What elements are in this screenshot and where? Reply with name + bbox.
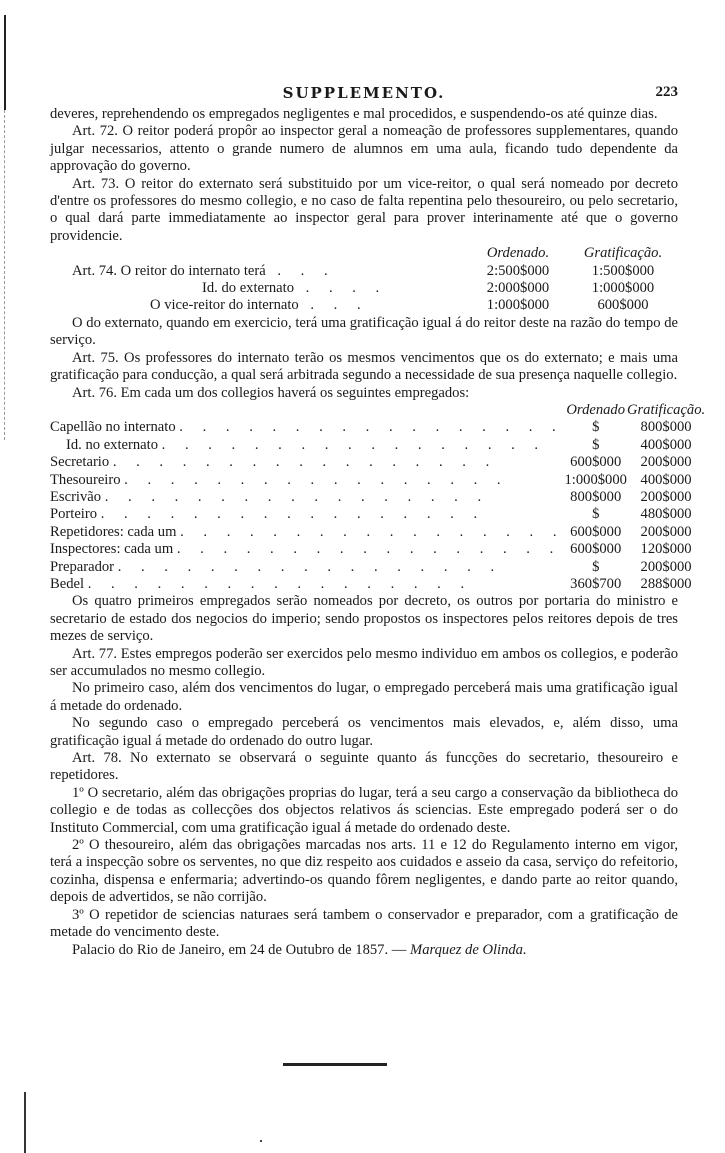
paragraph: No segundo caso o empregado perceberá os vencimentos mais elevados, e, além disso, uma gratificação igual á metade do ordenado do outro lugar.: [50, 715, 678, 749]
row-label: Preparador: [50, 558, 115, 575]
table-row: Art. 74. O reitor do internato terá . . . 2:500$000 1:500$000: [50, 263, 678, 280]
paragraph-item-1: 1º O secretario, além das obrigações proprias do lugar, terá a seu cargo a conservação da bibliotheca do collegio e de todas as collecções dos objectos relativos ás sciencias. Este empregado poderá ser o do Instituto Commercial, com uma gratificação igual á metade do ordenado deste.: [50, 784, 678, 836]
table-header-row: [50, 402, 705, 419]
running-title: SUPPLEMENTO.: [282, 84, 446, 102]
table-row: Inspectores: cada um . . . . . . . . . . . . . . . . . 600$000 120$000: [50, 541, 705, 558]
cell-gratificacao: 200$000: [640, 454, 692, 471]
paragraph: Os quatro primeiros empregados serão nomeados por decreto, os outros por portaria do ministro e secretario de estado dos negocios do imperio; sendo propostos os inspectores pelos reitores depois de tres mezes de serviço.: [50, 593, 678, 645]
paragraph-item-3: 3º O repetidor de sciencias naturaes será tambem o conservador e preparador, com a gratificação de metade do vencimento deste.: [50, 906, 678, 941]
page-number: 223: [655, 84, 678, 100]
column-header-gratificacao: Gratificação.: [583, 245, 663, 262]
column-header-ordenado: Ordenado: [566, 401, 626, 418]
paragraph-art-75: Art. 75. Os professores do internato terão os mesmos vencimentos que os do externato; e mais uma gratificação para conducção, a qual será arbitrada segundo a necessidade de sua presença naquelle collegio.: [50, 349, 678, 384]
paragraph-art-78: Art. 78. No externato se observará o seguinte quanto ás funcções do secretario, thesoureiro e repetidores.: [50, 750, 678, 784]
paragraph: No primeiro caso, além dos vencimentos do lugar, o empregado perceberá mais uma gratificação igual á metade do ordenado.: [50, 680, 678, 714]
cell-ordenado: 600$000: [570, 454, 622, 471]
row-label: Capellão no internato: [50, 419, 176, 436]
cell-ordenado: 2:000$000: [486, 280, 550, 297]
table-row: Repetidores: cada um . . . . . . . . . . . . . . . . . 600$000 200$000: [50, 524, 705, 541]
row-label: Inspectores: cada um: [50, 541, 174, 558]
paragraph-art-73: Art. 73. O reitor do externato será substituido por um vice-reitor, o qual será nomeado por decreto d'entre os professores do mesmo collegio, e no caso de falta repentina pelo thesoureiro, ou pelo secretario, o qual dará parte immediatamente ao inspector geral para prover interinamente até que o governo providencie.: [50, 175, 678, 244]
cell-ordenado: $: [592, 419, 600, 436]
table-row: Secretario . . . . . . . . . . . . . . . . . 600$000 200$000: [50, 454, 705, 471]
table-row: Escrivão . . . . . . . . . . . . . . . . . 800$000 200$000: [50, 489, 705, 506]
cell-gratificacao: 600$000: [597, 297, 649, 314]
row-label: Thesoureiro: [50, 471, 121, 488]
cell-gratificacao: 480$000: [640, 506, 692, 523]
row-label: Id. do externato: [202, 280, 294, 297]
end-rule: [283, 1063, 387, 1066]
paragraph: O do externato, quando em exercicio, terá uma gratificação igual á do reitor deste na razão do tempo de serviço.: [50, 314, 678, 349]
column-header-ordenado: Ordenado.: [486, 245, 550, 262]
cell-ordenado: 360$700: [570, 575, 622, 592]
paragraph-art-72: Art. 72. O reitor poderá propôr ao inspector geral a nomeação de professores supplementares, quando julgar necessarios, attento o grande numero de alumnos em uma aula, ficando tudo dependente da approvação do governo.: [50, 123, 678, 175]
cell-gratificacao: 200$000: [640, 523, 692, 540]
table-row: Thesoureiro . . . . . . . . . . . . . . . . . 1:000$000 400$000: [50, 472, 705, 489]
signature: Marquez de Olinda.: [410, 941, 527, 958]
paragraph: deveres, reprehendendo os empregados negligentes e mal procedidos, e suspendendo-os até quinze dias.: [50, 106, 658, 122]
row-label: Escrivão: [50, 488, 102, 505]
cell-ordenado: 1:000$000: [564, 471, 627, 488]
place-date: Palacio do Rio de Janeiro, em 24 de Outubro de 1857. —: [72, 941, 407, 958]
cell-ordenado: 1:000$000: [486, 297, 550, 314]
cell-gratificacao: 800$000: [640, 419, 692, 436]
cell-ordenado: 600$000: [570, 523, 622, 540]
salary-table-art-76: [50, 402, 705, 593]
row-label: Id. no externato: [66, 436, 158, 453]
cell-gratificacao: 200$000: [640, 558, 692, 575]
closing-line: [50, 942, 678, 959]
cell-gratificacao: 120$000: [640, 541, 692, 558]
cell-ordenado: $: [592, 436, 600, 453]
page-edge-mark: [24, 1092, 26, 1153]
speck: [260, 1140, 262, 1142]
row-label: Art. 74. O reitor do internato terá: [72, 262, 266, 279]
cell-ordenado: 2:500$000: [486, 262, 550, 279]
cell-ordenado: 800$000: [570, 488, 622, 505]
paragraph-art-76: Art. 76. Em cada um dos collegios haverá os seguintes empregados:: [72, 384, 470, 401]
cell-ordenado: 600$000: [570, 541, 622, 558]
table-row: Capellão no internato . . . . . . . . . . . . . . . . . $ 800$000: [50, 419, 705, 436]
table-row: Preparador . . . . . . . . . . . . . . . . . $ 200$000: [50, 559, 705, 576]
row-label: O vice-reitor do internato: [150, 297, 299, 314]
salary-table-art-74: [50, 245, 678, 315]
row-label: Porteiro: [50, 506, 98, 523]
cell-gratificacao: 1:500$000: [591, 262, 655, 279]
cell-gratificacao: 288$000: [640, 575, 692, 592]
row-label: Repetidores: cada um: [50, 523, 177, 540]
column-header-gratificacao: Gratificação.: [626, 401, 706, 418]
cell-ordenado: $: [592, 558, 600, 575]
cell-gratificacao: 1:000$000: [591, 280, 655, 297]
paragraph-item-2: 2º O thesoureiro, além das obrigações marcadas nos arts. 11 e 12 do Regulamento interno em vigor, terá a inspecção sobre os serventes, no que diz respeito aos cuidados e asseio da casa, serviço do refeitorio, cozinha, dispensa e enfermaria; advertindo-os quando fôrem negligentes, e dando parte ao reitor quando, depois de advertidos, se não corrijão.: [50, 837, 678, 906]
cell-gratificacao: 200$000: [640, 488, 692, 505]
cell-gratificacao: 400$000: [640, 471, 692, 488]
paragraph-art-77: Art. 77. Estes empregos poderão ser exercidos pelo mesmo individuo em ambos os collegios, e poderão ser accumulados no mesmo collegio.: [50, 645, 678, 679]
page-header: [50, 84, 678, 104]
table-row: Porteiro . . . . . . . . . . . . . . . . . $ 480$000: [50, 506, 705, 523]
page-edge-dots: [4, 110, 6, 440]
cell-ordenado: $: [592, 506, 600, 523]
table-row: O vice-reitor do internato . . . 1:000$000 600$000: [50, 297, 678, 314]
table-header-row: [50, 245, 678, 262]
table-row: Bedel . . . . . . . . . . . . . . . . . 360$700 288$000: [50, 576, 705, 593]
table-row: Id. do externato . . . . 2:000$000 1:000$000: [50, 280, 678, 297]
table-row: Id. no externato . . . . . . . . . . . . . . . . . $ 400$000: [50, 437, 705, 454]
cell-gratificacao: 400$000: [640, 436, 692, 453]
body-text: [50, 106, 706, 959]
page-edge-shadow: [4, 15, 6, 110]
row-label: Bedel: [50, 575, 85, 592]
row-label: Secretario: [50, 454, 110, 471]
